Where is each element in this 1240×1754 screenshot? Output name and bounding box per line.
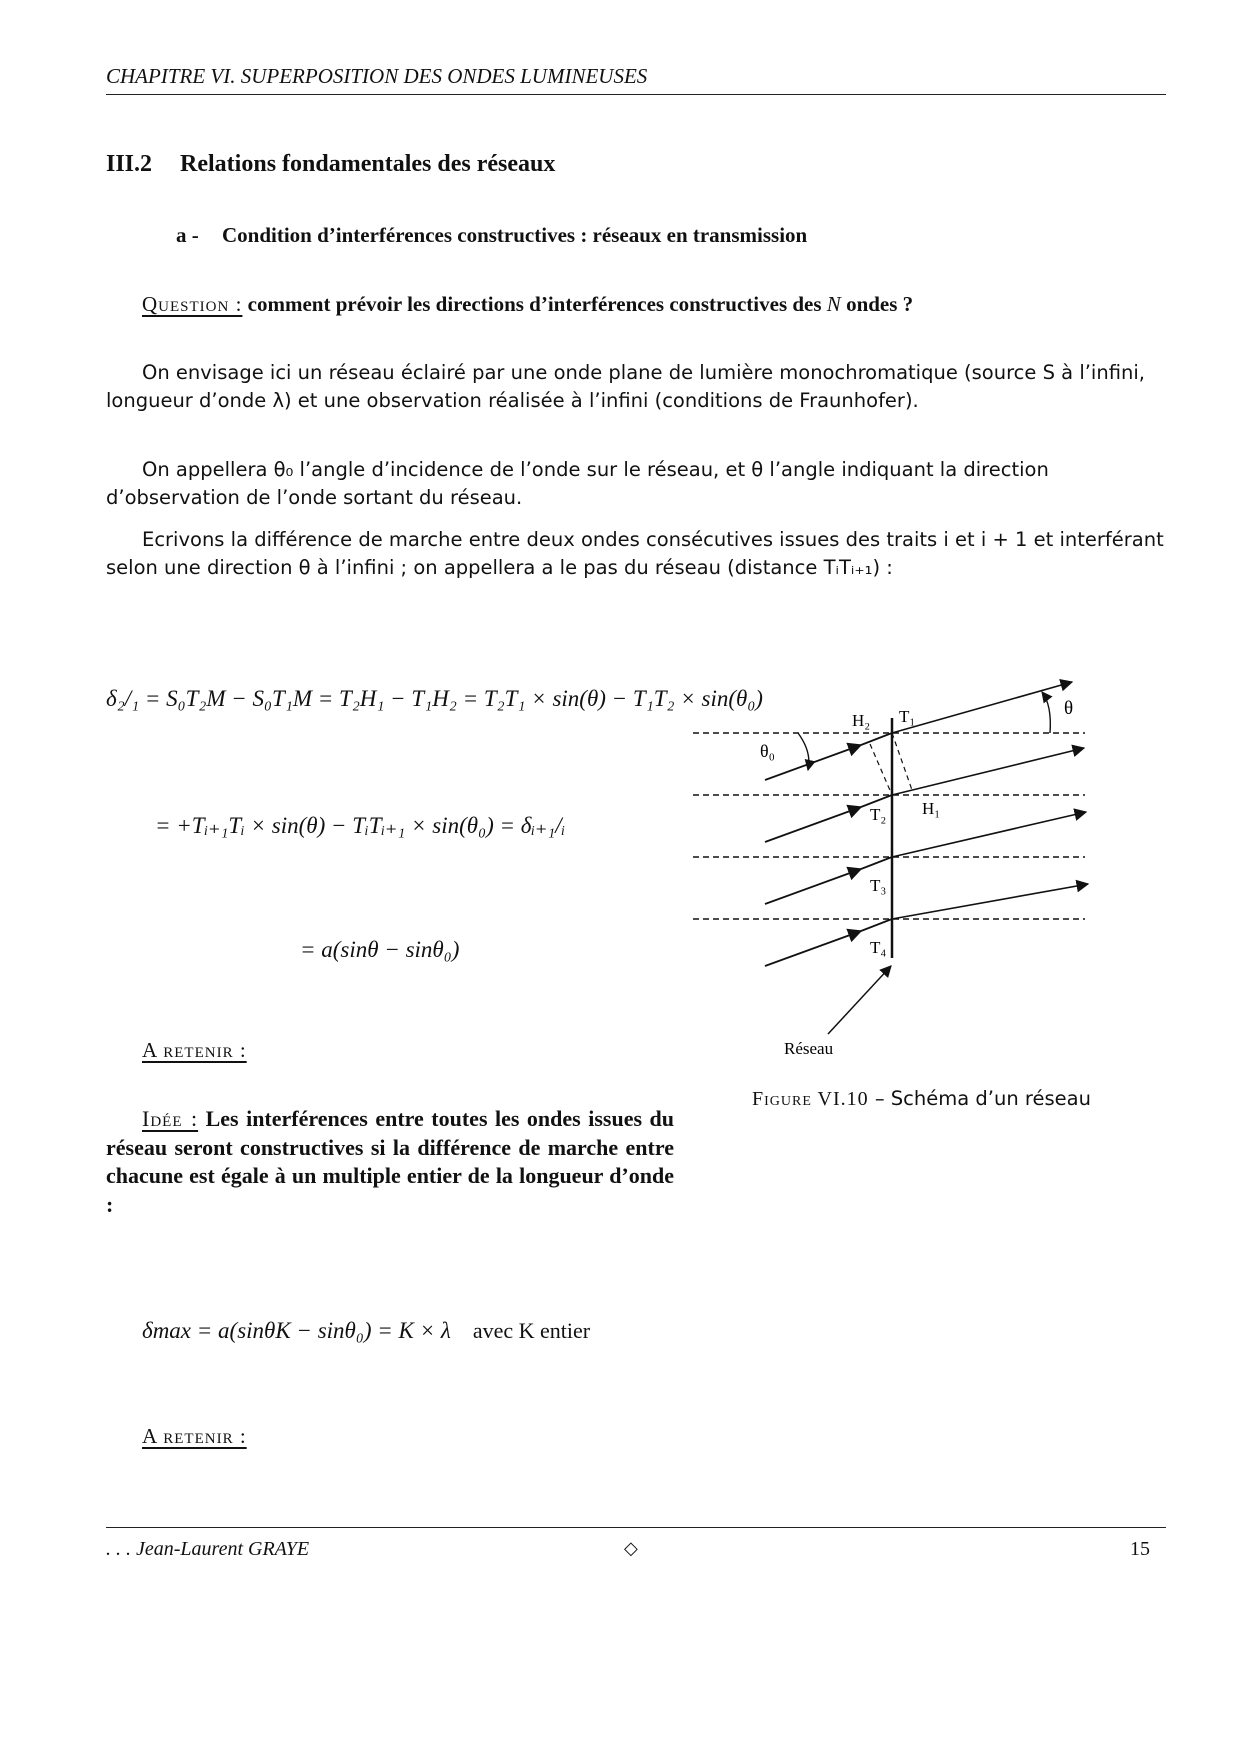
label-t4: T₄	[870, 938, 887, 957]
incident-ray-4b	[861, 919, 892, 931]
delta-max-suffix: avec K entier	[472, 1318, 591, 1343]
footer-author: . . . Jean-Laurent GRAYE	[106, 1538, 310, 1560]
label-h2: H₂	[852, 711, 871, 730]
section-number: III.2	[106, 151, 153, 177]
equation-delta-i: = +Tᵢ₊₁Tᵢ × sin(θ) − TᵢTᵢ₊₁ × sin(θ₀) = δᵢ₊₁/ᵢ	[155, 813, 566, 838]
delta-max-formula: δmax = a(sinθK − sinθ₀) = K × λ	[142, 1318, 451, 1343]
label-theta: θ	[1064, 698, 1074, 719]
idea-label: Idée :	[142, 1106, 199, 1131]
label-t1: T₁	[899, 707, 916, 726]
diffracted-ray-3	[892, 812, 1086, 857]
equation-delta-21: δ₂/₁ = S₀T₂M − S₀T₁M = T₂H₁ − T₁H₂ = T₂T₁ × sin(θ) − T₁T₂ × sin(θ₀)	[106, 686, 763, 711]
caption-separator: –	[874, 1087, 885, 1110]
paragraph-3: Ecrivons la différence de marche entre deux ondes consécutives issues des traits i et i + 1 et interférant selon une direction θ à l’infini ; on appellera a le pas du réseau (distance TᵢTᵢ₊₁) :	[106, 528, 1164, 579]
caption-text: Schéma d’un réseau	[890, 1087, 1091, 1110]
retenir-label-1: A retenir :	[142, 1038, 247, 1062]
label-reseau: Réseau	[784, 1039, 834, 1058]
label-h1: H₁	[922, 799, 941, 818]
section-title: Relations fondamentales des réseaux	[180, 151, 556, 177]
diffracted-ray-1	[892, 682, 1072, 733]
section-heading	[106, 151, 555, 178]
question-label: Question :	[142, 292, 243, 316]
header-rule	[106, 94, 1166, 95]
diffracted-ray-4	[892, 884, 1088, 919]
paragraph-1: On envisage ici un réseau éclairé par une onde plane de lumière monochromatique (source S à l’infini, longueur d’onde λ) et une observation réalisée à l’infini (conditions de Fraunhofer).	[106, 361, 1145, 412]
question-text-end: ondes ?	[846, 292, 914, 316]
subsection-number: a -	[176, 223, 199, 247]
label-theta0: θ₀	[760, 741, 775, 761]
incident-ray-3	[765, 869, 861, 904]
figure-caption	[752, 1087, 1091, 1111]
equation-delta-max	[142, 1318, 590, 1344]
caption-label: Figure VI.10	[752, 1088, 869, 1110]
projection-h2	[870, 744, 892, 795]
idea-text: Les interférences entre toutes les ondes issues du réseau seront constructives si la différence de marche entre chacune est égale à un multiple entier de la longueur d’onde :	[106, 1106, 674, 1217]
question-var: N	[826, 292, 841, 316]
incident-ray-4	[765, 931, 861, 966]
label-t3: T₃	[870, 876, 887, 895]
question-text: comment prévoir les directions d’interférences constructives des	[247, 292, 822, 316]
projection-h1	[892, 733, 912, 790]
incident-ray-3b	[861, 857, 892, 869]
question-line	[142, 292, 913, 317]
reseau-pointer	[828, 966, 891, 1034]
grating-figure	[680, 670, 1100, 1070]
retenir-label-2: A retenir :	[142, 1424, 247, 1448]
paragraph-2: On appellera θ₀ l’angle d’incidence de l’onde sur le réseau, et θ l’angle indiquant la direction d’observation de l’onde sortant du réseau.	[106, 458, 1049, 509]
incident-ray-1b	[861, 733, 892, 745]
page-number: 15	[1130, 1538, 1150, 1560]
subsection-heading	[176, 223, 807, 248]
footer-diamond-icon: ◇	[624, 1538, 638, 1558]
running-header: CHAPITRE VI. SUPERPOSITION DES ONDES LUMINEUSES	[106, 64, 648, 88]
incident-ray-1	[765, 745, 861, 780]
incident-ray-2	[765, 807, 861, 842]
footer-rule	[106, 1527, 1166, 1528]
theta-arc	[1042, 692, 1050, 733]
equation-a-sin: = a(sinθ − sinθ₀)	[300, 937, 460, 962]
subsection-title: Condition d’interférences constructives : réseaux en transmission	[222, 223, 808, 247]
diffracted-ray-2	[892, 748, 1084, 795]
idea-block	[106, 1105, 674, 1219]
label-t2: T₂	[870, 805, 887, 824]
